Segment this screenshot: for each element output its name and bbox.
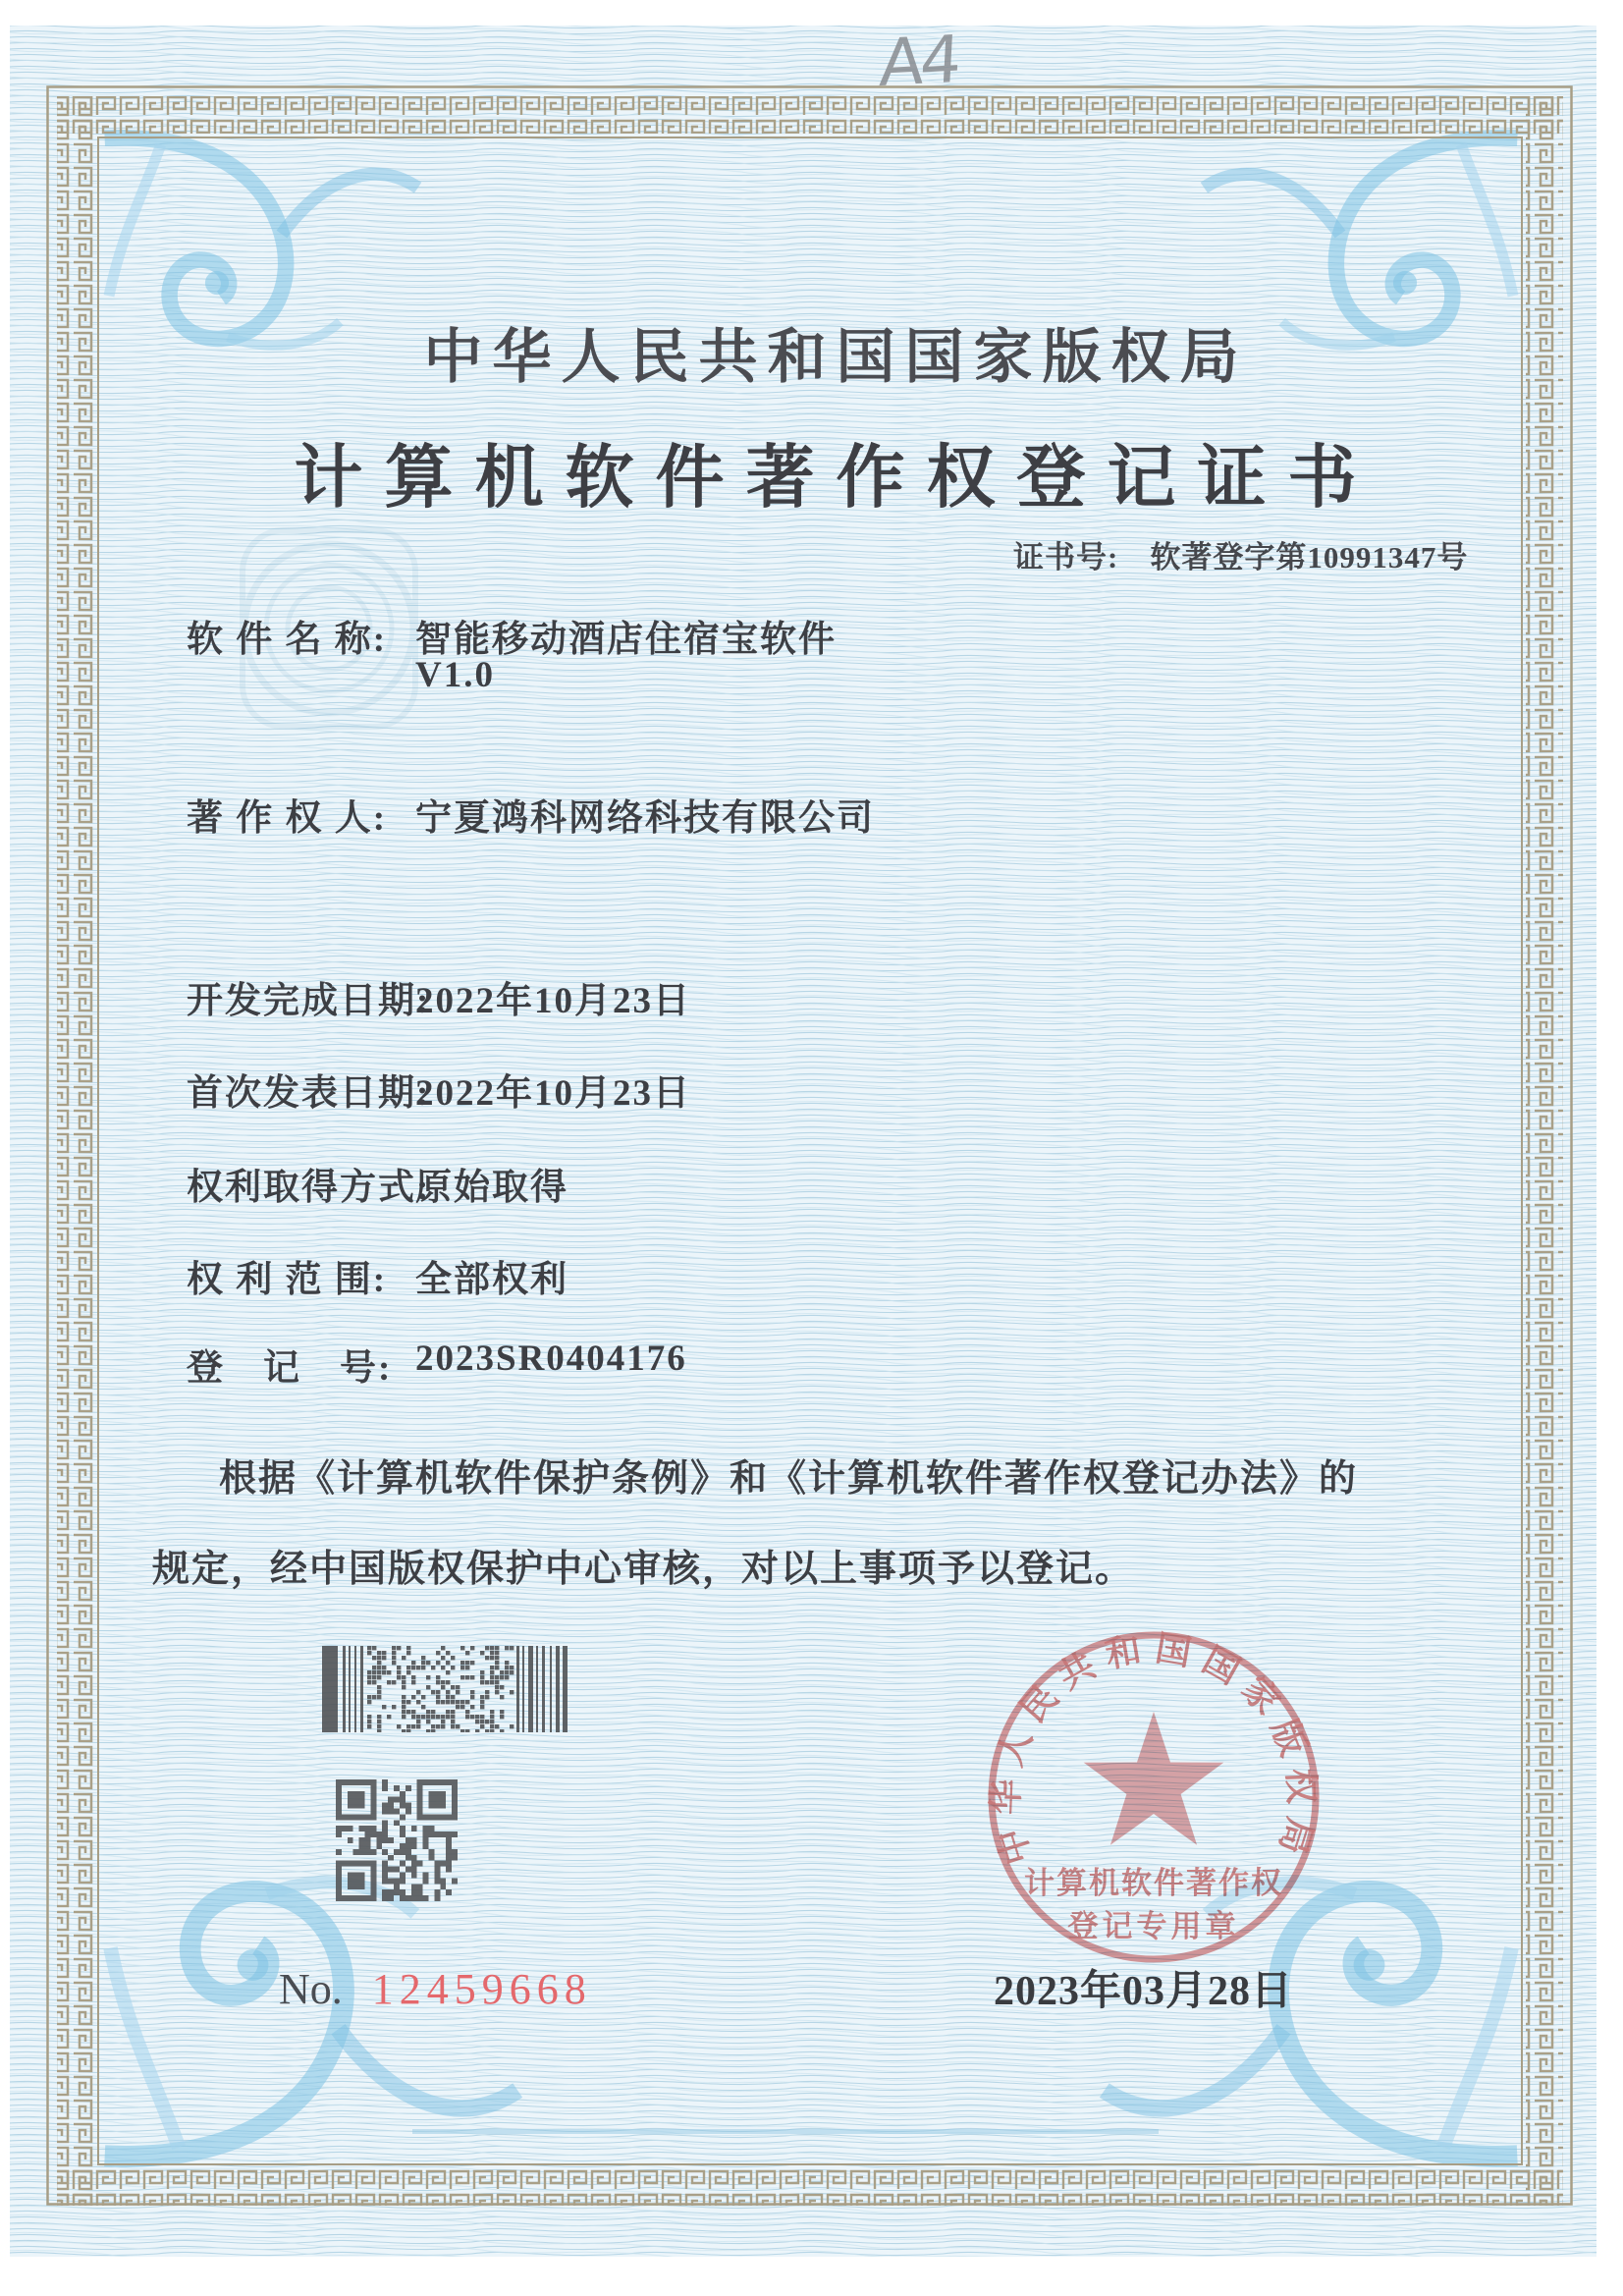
issue-date: 2023年03月28日: [994, 1969, 1294, 2014]
first-publish-date-label: 首次发表日期:: [187, 1073, 431, 1114]
field-first-publish-date: [187, 1063, 691, 1116]
seal-ring-text: 中华人民共和国国家版权局: [986, 1628, 1322, 1870]
serial-no-label: No.: [279, 1965, 343, 2013]
certificate-number-line: [1013, 532, 1468, 576]
field-rights-scope: [187, 1249, 568, 1302]
field-software-name: [187, 609, 837, 662]
dev-complete-date-value: 2022年10月23日: [415, 981, 691, 1021]
field-rights-acquisition: [187, 1157, 568, 1210]
seal-inner-line-1: 计算机软件著作权: [1024, 1866, 1283, 1900]
barcode: [322, 1646, 568, 1732]
certificate-title: 计算机软件著作权登记证书: [294, 441, 1379, 517]
serial-number-line: [279, 1964, 592, 2014]
field-copyright-holder: [187, 788, 875, 841]
statement-line-1: 根据《计算机软件保护条例》和《计算机软件著作权登记办法》的: [219, 1458, 1359, 1500]
first-publish-date-value: 2022年10月23日: [415, 1073, 691, 1114]
registration-no-value: 2023SR0404176: [415, 1339, 687, 1379]
handwritten-a4-note: A4: [878, 21, 960, 102]
copyright-holder-value: 宁夏鸿科网络科技有限公司: [415, 798, 875, 839]
field-registration-no: [187, 1338, 687, 1391]
software-version-value: V1.0: [415, 655, 495, 695]
certificate-number-label: 证书号:: [1013, 540, 1119, 574]
field-dev-complete-date: [187, 970, 691, 1023]
seal-inner-line-2: 登记专用章: [1067, 1909, 1240, 1943]
issuing-authority-title: 中华人民共和国国家版权局: [423, 325, 1249, 390]
copyright-holder-label: 著 作 权 人:: [187, 798, 388, 839]
qr-code: [336, 1779, 458, 1901]
rights-scope-label: 权 利 范 围:: [187, 1260, 388, 1300]
statement-line-2: 规定，经中国版权保护中心审核，对以上事项予以登记。: [152, 1549, 1135, 1590]
certificate-number-value: 软著登字第10991347号: [1150, 540, 1469, 574]
serial-no-value: 12459668: [371, 1965, 592, 2013]
software-name-value: 智能移动酒店住宿宝软件: [415, 620, 837, 660]
dev-complete-date-label: 开发完成日期:: [187, 981, 431, 1021]
seal-star: [1084, 1712, 1224, 1845]
rights-scope-value: 全部权利: [415, 1260, 568, 1300]
rights-acquisition-label: 权利取得方式:: [187, 1168, 431, 1208]
rights-acquisition-value: 原始取得: [415, 1168, 568, 1208]
software-name-label: 软 件 名 称:: [187, 620, 388, 660]
registration-no-label: 登 记 号:: [187, 1348, 393, 1389]
official-seal: [962, 1609, 1345, 1992]
